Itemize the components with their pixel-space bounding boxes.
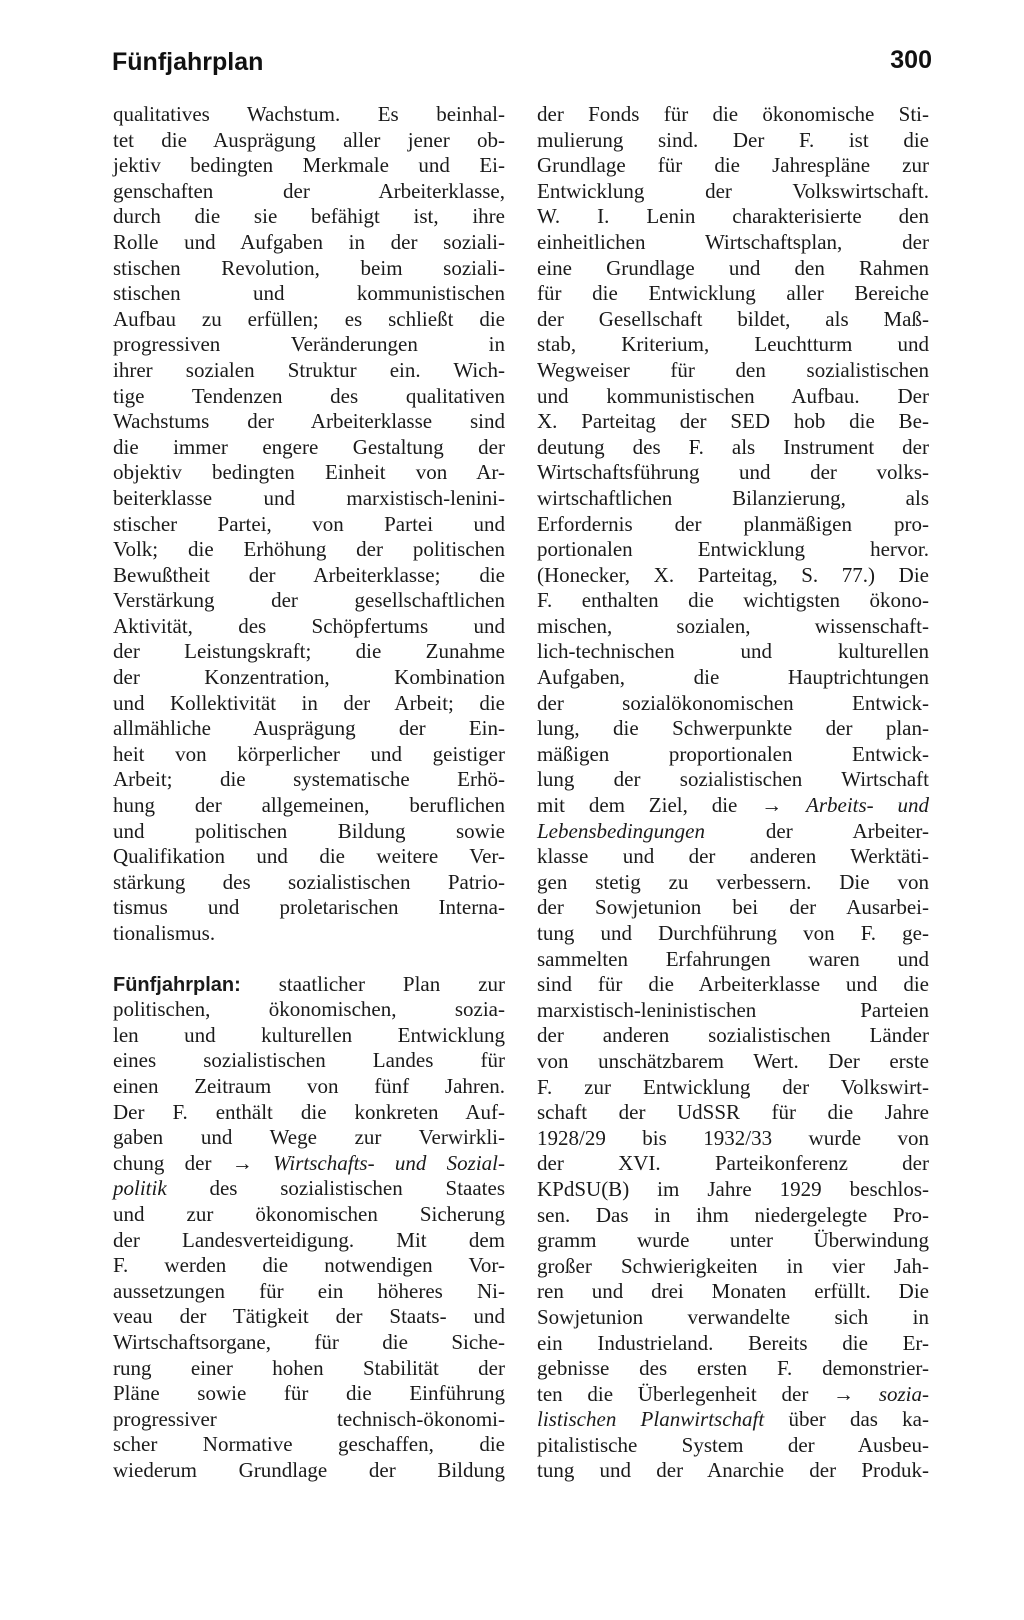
text-line: Pläne sowie für die Einführung [113, 1381, 505, 1406]
text-line: Entwicklung der Volkswirtschaft. [537, 178, 929, 203]
text-line: F. zur Entwicklung der Volkswirt- [537, 1074, 929, 1099]
cross-reference-line [537, 793, 929, 819]
text-line: Wirtschaftsorgane, für die Siche- [113, 1329, 505, 1354]
text-line: Sowjetunion verwandelte sich in [537, 1304, 929, 1329]
text-line: X. Parteitag der SED hob die Be- [537, 409, 929, 434]
entry-first-line-text: staatlicher Plan zur [278, 971, 506, 996]
text-line: ren und drei Monaten erfüllt. Die [537, 1279, 929, 1304]
page-number: 300 [890, 46, 932, 74]
xref-trail: der Arbeiter- [765, 818, 929, 843]
text-line: allmähliche Ausprägung der Ein- [113, 716, 505, 741]
text-line: ihrer sozialen Struktur ein. Wich- [113, 357, 505, 382]
text-line: der Sowjetunion bei der Ausarbei- [537, 895, 929, 920]
right-text-block [537, 844, 929, 1381]
text-line: objektiv bedingten Einheit von Ar- [113, 460, 505, 485]
text-line: klasse und der anderen Werktäti- [537, 844, 929, 869]
text-line: der Leistungskraft; die Zunahme [113, 639, 505, 664]
text-line: Wirtschaftsführung und der volks- [537, 460, 929, 485]
text-line: Der F. enthält die konkreten Auf- [113, 1099, 505, 1124]
text-line: lich-technischen und kulturellen [537, 639, 929, 664]
cross-reference-line [537, 1407, 929, 1433]
xref-trail: des sozialistischen Staates [209, 1176, 506, 1201]
cross-reference-line [113, 1176, 505, 1202]
text-line: scher Normative geschaffen, die [113, 1432, 505, 1457]
text-line: der Landesverteidigung. Mit dem [113, 1227, 505, 1252]
text-line: für die Entwicklung aller Bereiche [537, 281, 929, 306]
text-line: lung, die Schwerpunkte der plan- [537, 716, 929, 741]
text-line: portionalen Entwicklung hervor. [537, 537, 929, 562]
text-line: len und kulturellen Entwicklung [113, 1022, 505, 1047]
right-column [537, 102, 929, 1484]
left-column [113, 102, 505, 1483]
text-line: mischen, sozialen, wissenschaft- [537, 613, 929, 638]
text-line: pitalistische System der Ausbeu- [537, 1432, 929, 1457]
text-line: tet die Ausprägung aller jener ob- [113, 127, 505, 152]
text-line: qualitatives Wachstum. Es beinhal- [113, 102, 505, 126]
text-line: (Honecker, X. Parteitag, S. 77.) Die [537, 562, 929, 587]
text-line: gebnisse des ersten F. demonstrier- [537, 1356, 929, 1381]
cross-reference-line [537, 1382, 929, 1408]
text-line: einheitlichen Wirtschaftsplan, der [537, 229, 929, 254]
text-line: heit von körperlicher und geistiger [113, 741, 505, 766]
text-line: sammelten Erfahrungen waren und [537, 946, 929, 971]
cross-reference-sozialistische-planwirtschaft[interactable]: sozia- [878, 1381, 929, 1406]
text-line: und kommunistischen Aufbau. Der [537, 383, 929, 408]
text-line: die immer engere Gestaltung der [113, 434, 505, 459]
text-line: gen stetig zu verbessern. Die von [537, 869, 929, 894]
headword: Fünfjahrplan: [113, 973, 241, 996]
text-line: marxistisch-leninistischen Parteien [537, 997, 929, 1022]
text-line: der XVI. Parteikonferenz der [537, 1151, 929, 1176]
cross-reference-continued[interactable]: listischen Planwirtschaft [537, 1407, 765, 1432]
text-line: tige Tendenzen des qualitativen [113, 383, 505, 408]
text-line: eine Grundlage und den Rahmen [537, 255, 929, 280]
text-line: ein Industrieland. Bereits die Er- [537, 1330, 929, 1355]
cross-reference-continued[interactable]: politik [113, 1176, 167, 1201]
right-text-block [537, 1433, 929, 1484]
text-line: Aufbau zu erfüllen; es schließt die [113, 306, 505, 331]
text-line: W. I. Lenin charakterisierte den [537, 204, 929, 229]
cross-reference-wirtschafts-und-sozialpolitik[interactable]: Wirtschafts- und Sozial- [273, 1150, 506, 1175]
text-line: durch die sie befähigt ist, ihre [113, 204, 505, 229]
text-line: Rolle und Aufgaben in der soziali- [113, 229, 505, 254]
text-line: veau der Tätigkeit der Staats- und [113, 1304, 505, 1329]
text-line: F. werden die notwendigen Vor- [113, 1253, 505, 1278]
text-line: beiterklasse und marxistisch-lenini- [113, 485, 505, 510]
text-line: der sozialökonomischen Entwick- [537, 690, 929, 715]
text-line: gramm wurde unter Überwindung [537, 1228, 929, 1253]
text-line: jektiv bedingten Merkmale und Ei- [113, 153, 505, 178]
cross-reference-line [537, 819, 929, 845]
text-line: deutung des F. als Instrument der [537, 434, 929, 459]
xref-lead: chung der → [113, 1150, 253, 1175]
xref-lead: ten die Überlegenheit der → [537, 1381, 855, 1406]
text-line: lung der sozialistischen Wirtschaft [537, 767, 929, 792]
text-line: sind für die Arbeiterklasse und die [537, 972, 929, 997]
text-line: Bewußtheit der Arbeiterklasse; die [113, 562, 505, 587]
text-line: eines sozialistischen Landes für [113, 1048, 505, 1073]
text-line: rung einer hohen Stabilität der [113, 1355, 505, 1380]
text-line: stab, Kriterium, Leuchtturm und [537, 332, 929, 357]
text-line: stischen Revolution, beim soziali- [113, 255, 505, 280]
entry-fuenfjahrplan [113, 972, 505, 1484]
text-line: mäßigen proportionalen Entwick- [537, 741, 929, 766]
cross-reference-arbeits-und-lebensbedingungen[interactable]: Arbeits- und [806, 793, 929, 818]
text-line: aussetzungen für ein höheres Ni- [113, 1278, 505, 1303]
text-line: Aktivität, des Schöpfertums und [113, 613, 505, 638]
text-line: Aufgaben, die Hauptrichtungen [537, 665, 929, 690]
entry-first-line [113, 972, 505, 998]
text-line: politischen, ökonomischen, sozia- [113, 997, 505, 1022]
text-line: genschaften der Arbeiterklasse, [113, 178, 505, 203]
xref-trail: über das ka- [788, 1407, 929, 1432]
cross-reference-continued[interactable]: Lebensbedingungen [537, 818, 705, 843]
text-line: F. enthalten die wichtigsten ökono- [537, 588, 929, 613]
text-line: einen Zeitraum von fünf Jahren. [113, 1073, 505, 1098]
cross-reference-line [113, 1151, 505, 1177]
text-line: der anderen sozialistischen Länder [537, 1023, 929, 1048]
text-line: sen. Das in ihm niedergelegte Pro- [537, 1202, 929, 1227]
text-line: und zur ökonomischen Sicherung [113, 1201, 505, 1226]
entry-gap [113, 947, 505, 972]
text-line: stischen und kommunistischen [113, 281, 505, 306]
text-line: und Kollektivität in der Arbeit; die [113, 690, 505, 715]
text-line: der Konzentration, Kombination [113, 665, 505, 690]
text-line: Qualifikation und die weitere Ver- [113, 844, 505, 869]
previous-entry-continuation [113, 102, 505, 947]
text-line: Verstärkung der gesellschaftlichen [113, 588, 505, 613]
text-line: Erfordernis der planmäßigen pro- [537, 511, 929, 536]
text-line: progressiven Veränderungen in [113, 332, 505, 357]
text-line: von unschätzbarem Wert. Der erste [537, 1048, 929, 1073]
text-line: wiederum Grundlage der Bildung [113, 1457, 505, 1482]
text-line: tung und Durchführung von F. ge- [537, 921, 929, 945]
running-head: Fünfjahrplan [112, 48, 264, 76]
right-text-block [537, 102, 929, 793]
text-line: KPdSU(B) im Jahre 1929 beschlos- [537, 1176, 929, 1201]
entry-lines [113, 997, 505, 1151]
text-line: Wegweiser für den sozialistischen [537, 357, 929, 382]
text-line: und politischen Bildung sowie [113, 818, 505, 843]
text-line: Arbeit; die systematische Erhö- [113, 767, 505, 792]
text-line: hung der allgemeinen, beruflichen [113, 793, 505, 818]
text-line: tung und der Anarchie der Produk- [537, 1458, 929, 1483]
text-line: großer Schwierigkeiten in vier Jah- [537, 1253, 929, 1278]
text-line: 1928/29 bis 1932/33 wurde von [537, 1125, 929, 1150]
text-line: gaben und Wege zur Verwirkli- [113, 1125, 505, 1150]
text-line: mulierung sind. Der F. ist die [537, 127, 929, 152]
text-line: der Fonds für die ökonomische Sti- [537, 102, 929, 126]
entry-lines [113, 1202, 505, 1484]
text-line: Grundlage für die Jahrespläne zur [537, 153, 929, 178]
text-line: stischer Partei, von Partei und [113, 511, 505, 536]
xref-lead: mit dem Ziel, die → [537, 793, 783, 818]
text-line: wirtschaftlichen Bilanzierung, als [537, 485, 929, 510]
text-line: Volk; die Erhöhung der politischen [113, 537, 505, 562]
text-line: progressiver technisch-ökonomi- [113, 1406, 505, 1431]
text-line: schaft der UdSSR für die Jahre [537, 1100, 929, 1125]
text-line: stärkung des sozialistischen Patrio- [113, 869, 505, 894]
text-line: tionalismus. [113, 921, 216, 945]
text-line: Wachstums der Arbeiterklasse sind [113, 409, 505, 434]
text-line: tismus und proletarischen Interna- [113, 895, 505, 920]
text-line: der Gesellschaft bildet, als Maß- [537, 306, 929, 331]
